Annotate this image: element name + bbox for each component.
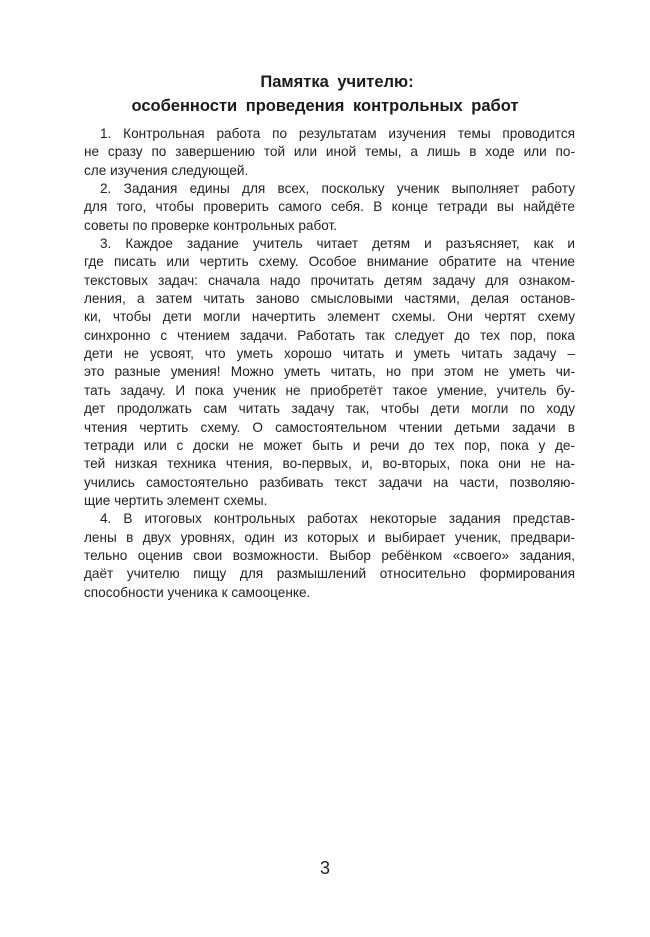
text-line: тельно оценив свои возможности. Выбор ребёнком «своего» задания,	[84, 547, 575, 563]
text-line: 3. Каждое задание учитель читает детям и разъясняет, как и	[100, 236, 575, 252]
text-line: ки, чтобы дети могли начертить элемент схемы. Они чертят схему	[84, 309, 575, 325]
text-line: учились самостоятельно разбивать текст задачи на части, позволяю-	[84, 474, 575, 490]
text-line: лены в двух уровнях, один из которых и выбирает ученик, предвари-	[84, 529, 575, 545]
text-line: ления, а затем читать заново смысловыми частями, делая останов-	[84, 291, 575, 307]
text-line: щие чертить элемент схемы.	[84, 492, 268, 508]
text-line: не сразу по завершению той или иной темы, а лишь в ходе или по-	[84, 144, 575, 160]
text-line: 2. Задания едины для всех, поскольку ученик выполняет работу	[100, 181, 575, 197]
text-line: дети не усвоят, что уметь хорошо читать и уметь читать задачу –	[84, 346, 575, 362]
text-line: синхронно с чтением задачи. Работать так следует до тех пор, пока	[84, 327, 575, 343]
page-title-line-2: особенности проведения контрольных работ	[131, 97, 519, 115]
text-line: 4. В итоговых контрольных работах некоторые задания представ-	[100, 511, 575, 527]
text-line: это разные умения! Можно уметь читать, но при этом не уметь чи-	[84, 364, 575, 380]
paragraph-1	[84, 125, 575, 180]
body-text	[84, 125, 575, 602]
text-line: текстовых задач: сначала надо прочитать детям задачу для ознаком-	[84, 272, 575, 288]
paragraph-4	[84, 510, 575, 602]
text-line: советы по проверке контрольных работ.	[84, 217, 338, 233]
text-line: для того, чтобы проверить самого себя. В конце тетради вы найдёте	[84, 199, 575, 215]
text-line: 1. Контрольная работа по результатам изучения темы проводится	[100, 126, 575, 141]
text-line: сле изучения следующей.	[84, 162, 249, 178]
text-line: тей низкая техника чтения, во-первых, и, во-вторых, пока они не на-	[84, 456, 575, 472]
text-line: тать задачу. И пока ученик не приобретёт такое умение, учитель бу-	[84, 382, 575, 398]
page-number: 3	[319, 858, 330, 878]
paragraph-3	[84, 235, 575, 510]
text-line: тетради или с доски не может быть и речи до тех пор, пока у де-	[84, 437, 575, 453]
text-line: чтения чертить схему. О самостоятельном чтении детьми задачи в	[84, 419, 575, 435]
page-title-line-1: Памятка учителю:	[260, 73, 414, 91]
text-line: даёт учителю пищу для размышлений относительно формирования	[84, 566, 575, 582]
paragraph-2	[84, 180, 575, 235]
text-line: дет продолжать сам читать задачу так, чтобы дети могли по ходу	[84, 401, 575, 417]
text-line: где писать или чертить схему. Особое внимание обратите на чтение	[84, 254, 575, 270]
text-line: способности ученика к самооценке.	[84, 584, 311, 600]
